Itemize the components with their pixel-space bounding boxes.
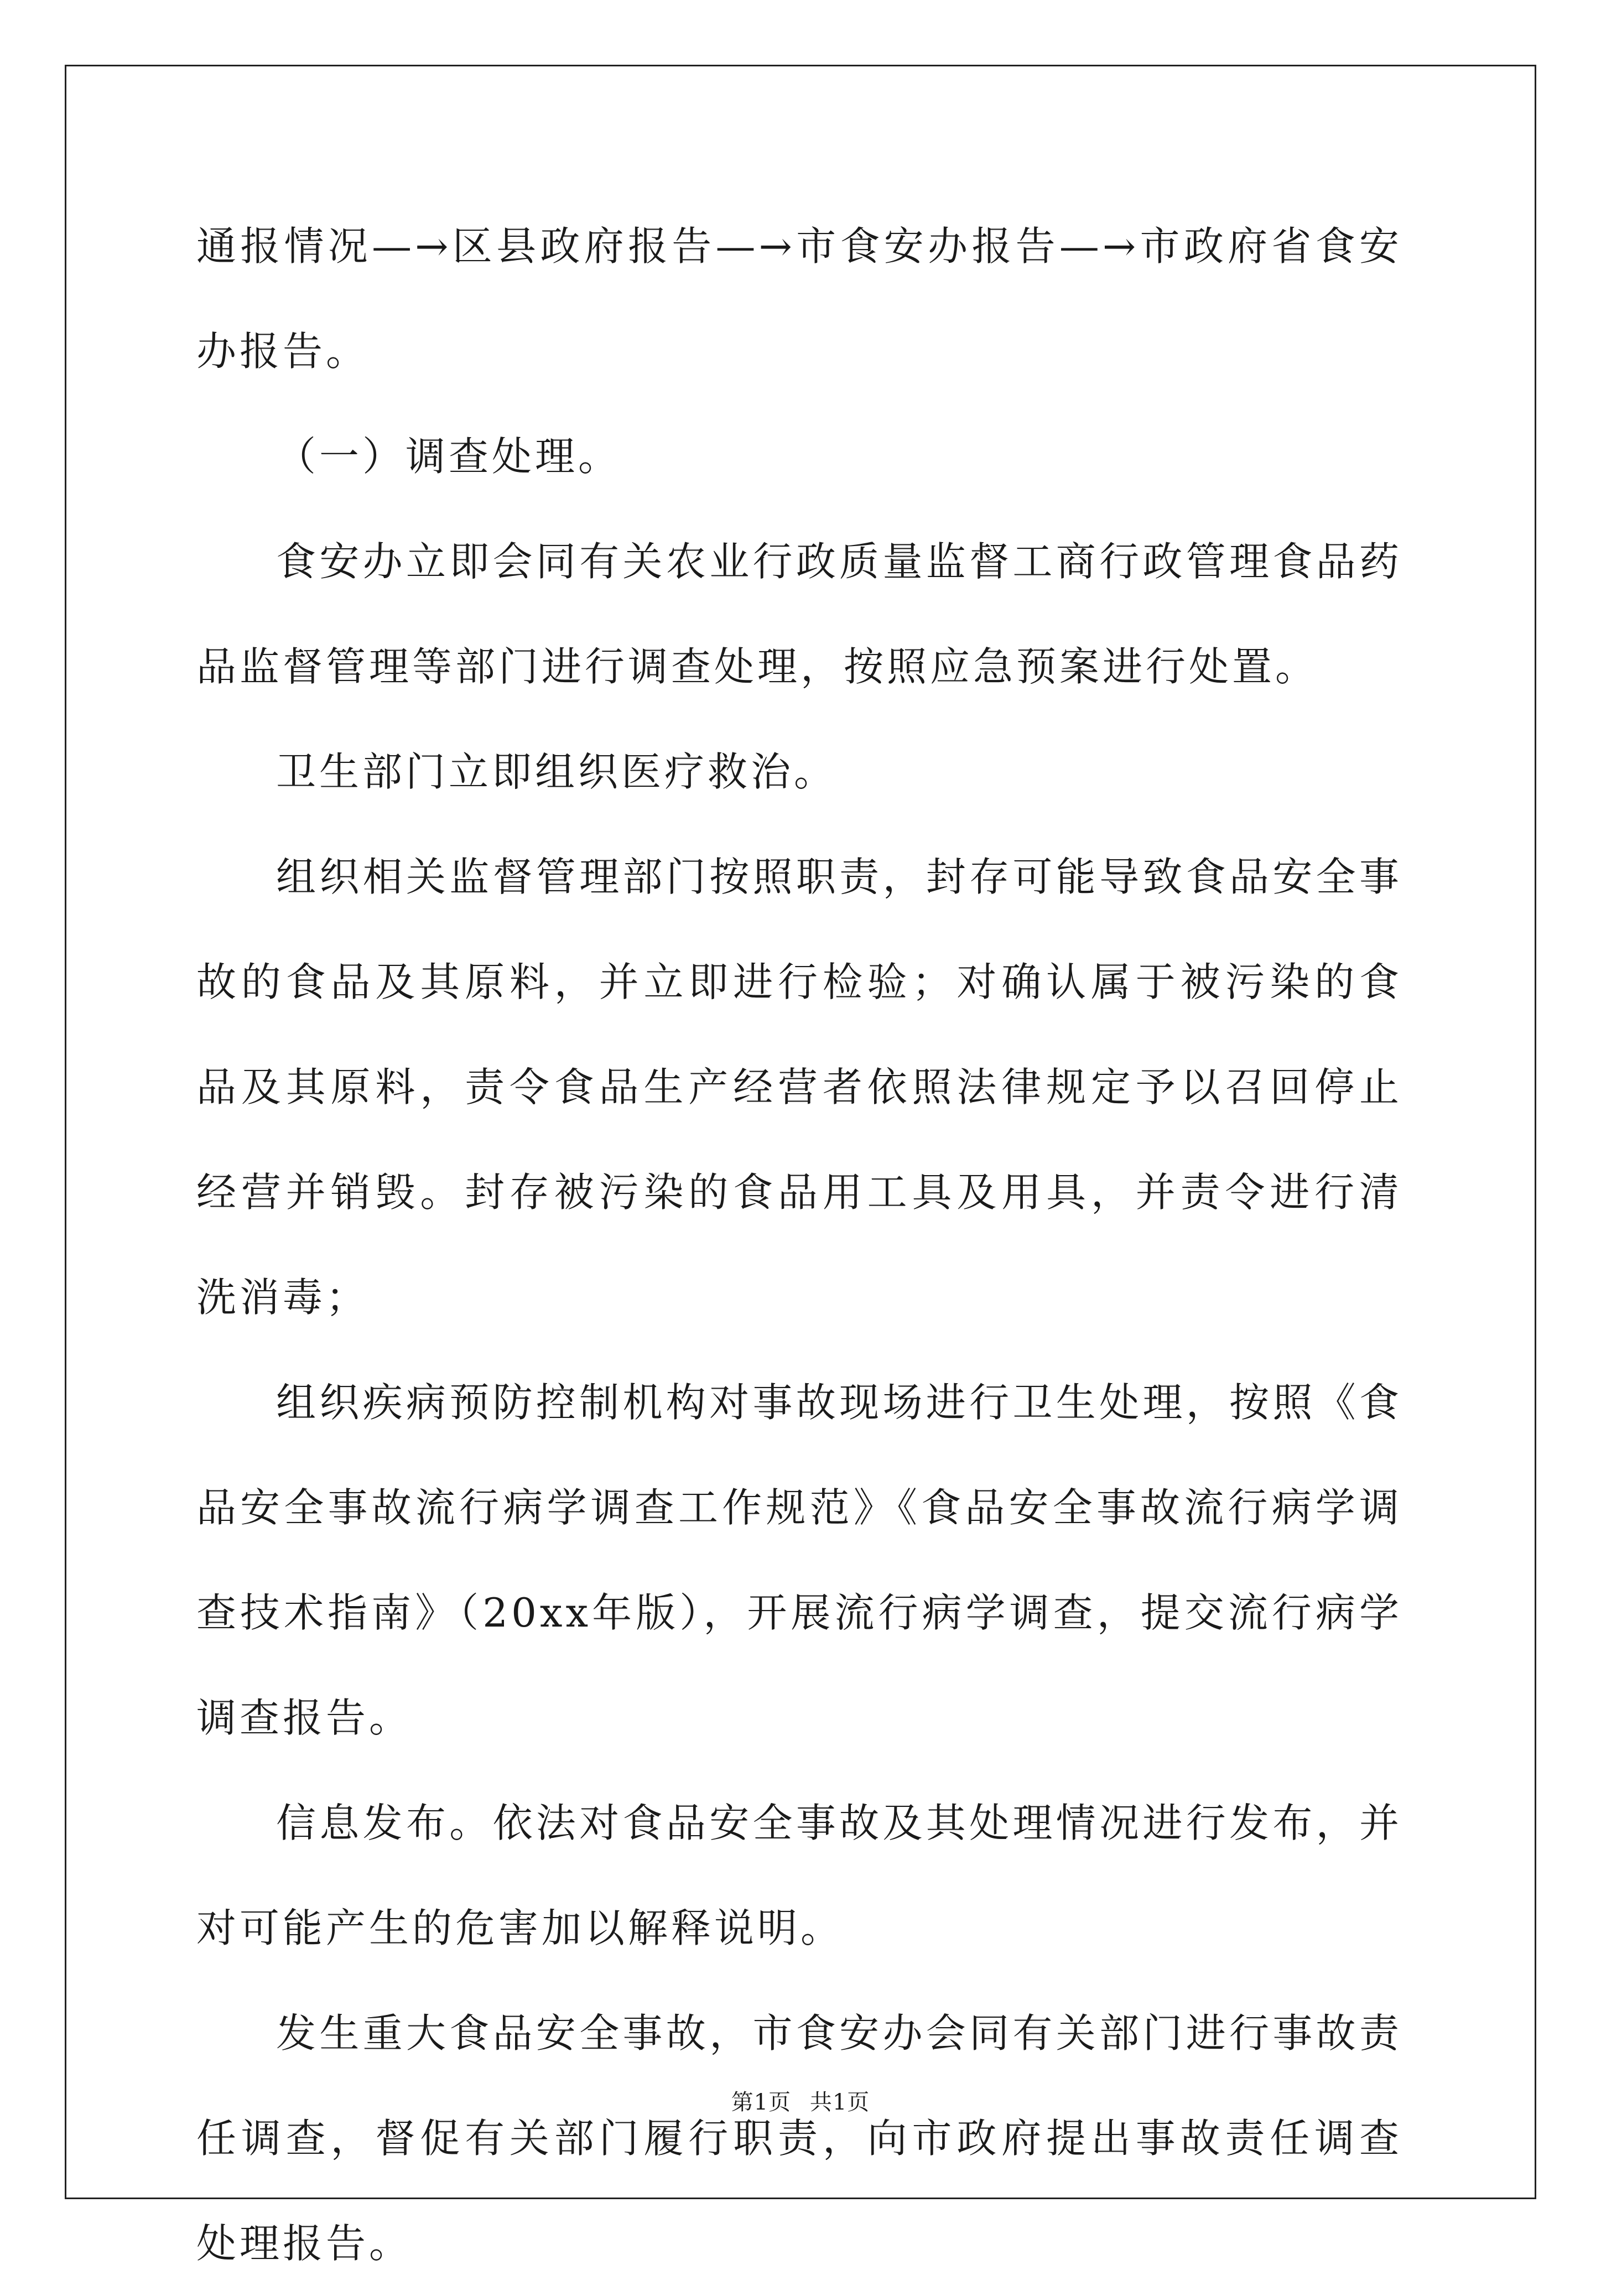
paragraph-1: 通报情况—→区县政府报告—→市食安办报告—→市政府省食安办报告。	[196, 223, 1402, 375]
paragraph-7: 信息发布。依法对食品安全事故及其处理情况进行发布，并对可能产生的危害加以解释说明。	[196, 1800, 1402, 1951]
paragraph-2: （一）调查处理。	[276, 433, 622, 480]
page-footer	[0, 2085, 1601, 2116]
paragraph-5: 组织相关监督管理部门按照职责，封存可能导致食品安全事故的食品及其原料，并立即进行检验；对确认属于被污染的食品及其原料，责令食品生产经营者依照法律规定予以召回停止经营并销毁。封存被污染的食品用工具及用具，并责令进行清洗消毒；	[196, 854, 1402, 1321]
document-body	[196, 194, 1402, 2296]
paragraph-4: 卫生部门立即组织医疗救治。	[276, 749, 838, 795]
paragraph-3: 食安办立即会同有关农业行政质量监督工商行政管理食品药品监督管理等部门进行调查处理，按照应急预案进行处置。	[196, 538, 1402, 690]
paragraph-8: 发生重大食品安全事故，市食安办会同有关部门进行事故责任调查，督促有关部门履行职责，向市政府提出事故责任调查处理报告。	[196, 2010, 1402, 2267]
page-number-current: 第1页	[731, 2090, 792, 2115]
paragraph-6: 组织疾病预防控制机构对事故现场进行卫生处理，按照《食品安全事故流行病学调查工作规范》《食品安全事故流行病学调查技术指南》（20xx年版），开展流行病学调查，提交流行病学调查报告。	[196, 1379, 1402, 1741]
page-number-total: 共1页	[809, 2090, 870, 2115]
